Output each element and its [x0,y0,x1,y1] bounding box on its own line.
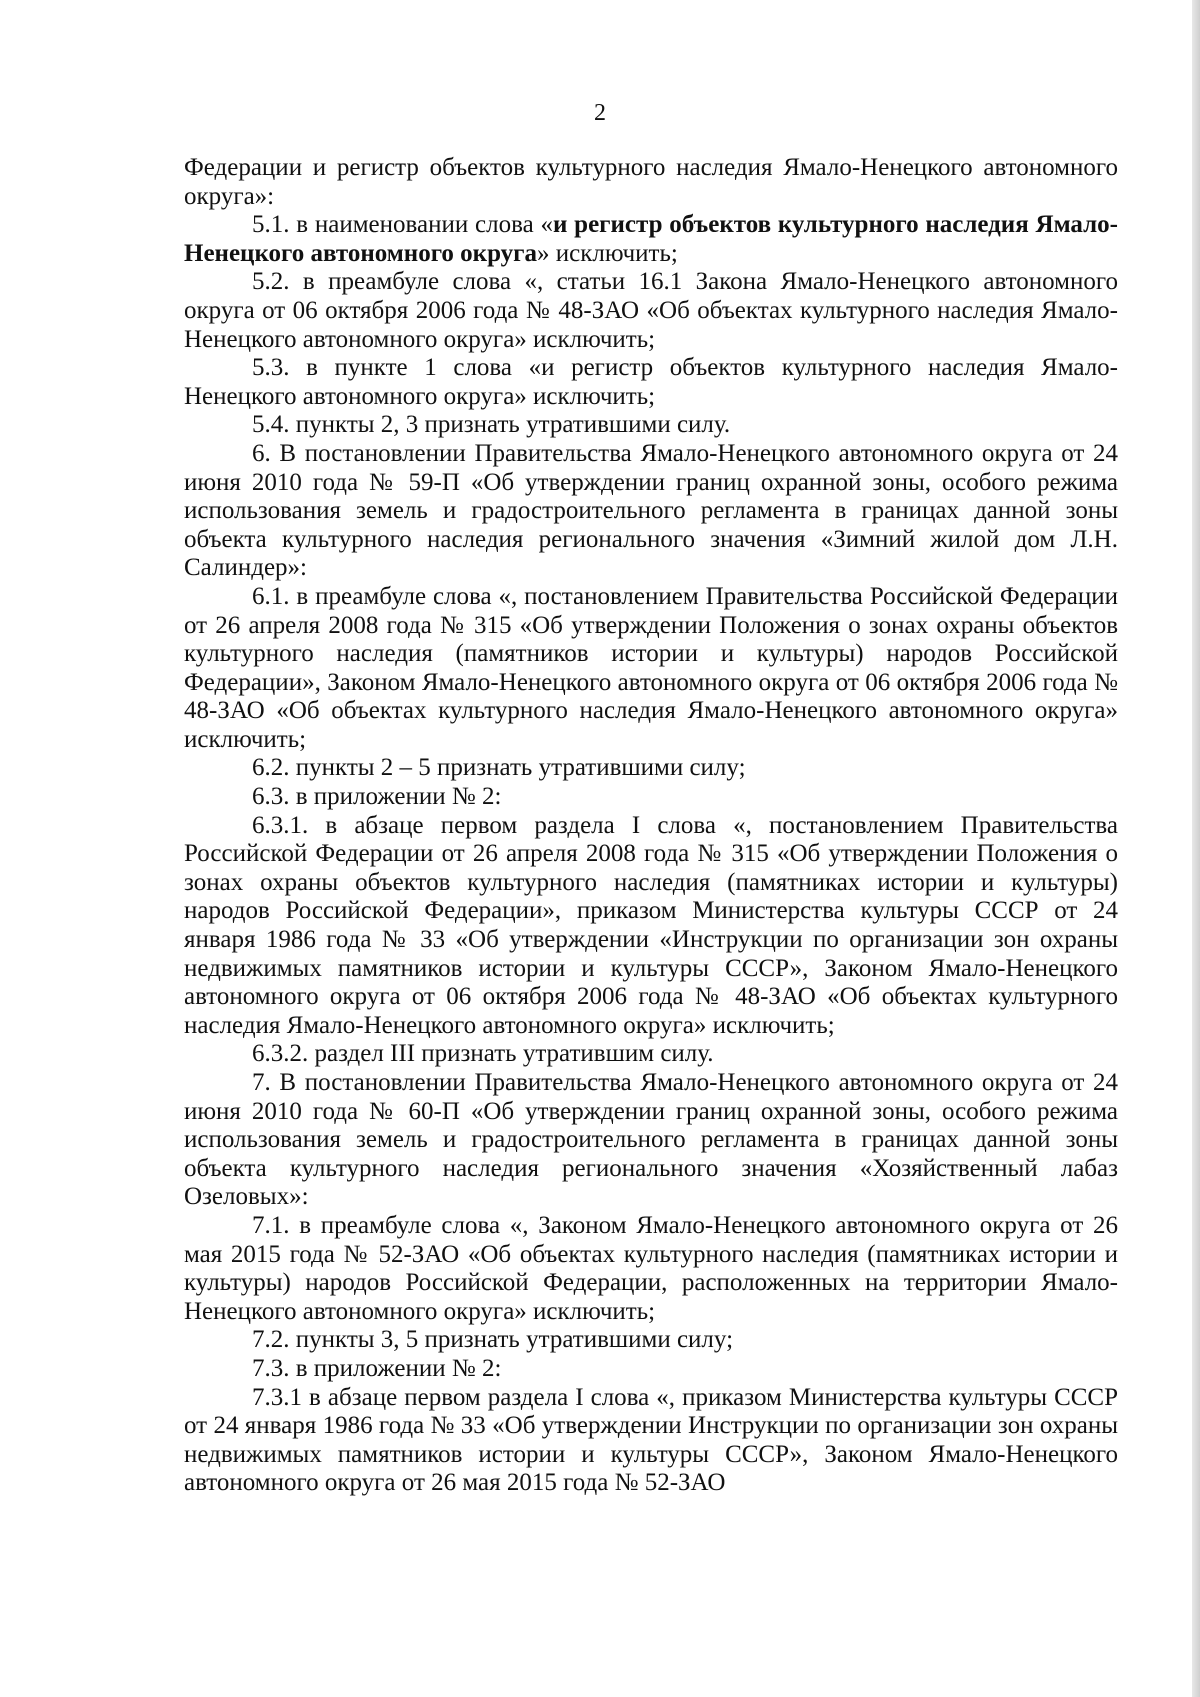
paragraph-6-3-1: 6.3.1. в абзаце первом раздела I слова «, постановлением Правительства Российской Федерации от 26 апреля 2008 года № 315 «Об утверждении Положения о зонах охраны объектов культурного наследия (памятниках истории и культуры) народов Российской Федерации», приказом Министерства культуры СССР от 24 января 1986 года № 33 «Об утверждении «Инструкции по организации зон охраны недвижимых памятников истории и культуры СССР», Законом Ямало-Ненецкого автономного округа от 06 октября 2006 года № 48-ЗАО «Об объектах культурного наследия Ямало-Ненецкого автономного округа» исключить; [184,811,1118,1039]
paragraph-5-2: 5.2. в преамбуле слова «, статьи 16.1 Закона Ямало-Ненецкого автономного округа от 06 октября 2006 года № 48-ЗАО «Об объектах культурного наследия Ямало-Ненецкого автономного округа» исключить; [184,268,1118,353]
paragraph-5-1-prefix: 5.1. в наименовании слова « [252,211,553,239]
paragraph-continuation: Федерации и регистр объектов культурного наследия Ямало-Ненецкого автономного округа»: [184,154,1118,210]
page-edge-shadow [1192,0,1200,1697]
paragraph-7-2: 7.2. пункты 3, 5 признать утратившими силу; [252,1326,734,1354]
paragraph-6-3: 6.3. в приложении № 2: [252,783,502,811]
paragraph-7-1: 7.1. в преамбуле слова «, Законом Ямало-Ненецкого автономного округа от 26 мая 2015 года № 52-ЗАО «Об объектах культурного наследия (памятниках истории и культуры) народов Российской Федерации, расположенных на территории Ямало-Ненецкого автономного округа» исключить; [184,1211,1118,1325]
paragraph-7-3: 7.3. в приложении № 2: [252,1354,502,1382]
paragraph-5-1-suffix: » исключить; [537,239,678,267]
paragraph-5-4: 5.4. пункты 2, 3 признать утратившими силу. [252,411,731,439]
paragraph-5-1 [184,211,1118,268]
document-body [184,154,1118,1498]
paragraph-7: 7. В постановлении Правительства Ямало-Ненецкого автономного округа от 24 июня 2010 года № 60-П «Об утверждении границ охранной зоны, особого режима использования земель и градостроительного регламента в границах данной зоны объекта культурного наследия регионального значения «Хозяйственный лабаз Озеловых»: [184,1069,1118,1211]
paragraph-6-1: 6.1. в преамбуле слова «, постановлением Правительства Российской Федерации от 26 апреля 2008 года № 315 «Об утверждении Положения о зонах охраны объектов культурного наследия (памятников истории и культуры) народов Российской Федерации», Законом Ямало-Ненецкого автономного округа от 06 октября 2006 года № 48-ЗАО «Об объектах культурного наследия Ямало-Ненецкого автономного округа» исключить; [184,582,1118,753]
paragraph-6-2: 6.2. пункты 2 – 5 признать утратившими силу; [252,754,746,782]
paragraph-7-3-1: 7.3.1 в абзаце первом раздела I слова «, приказом Министерства культуры СССР от 24 января 1986 года № 33 «Об утверждении Инструкции по организации зон охраны недвижимых памятников истории и культуры СССР», Законом Ямало-Ненецкого автономного округа от 26 мая 2015 года № 52-ЗАО [184,1383,1118,1497]
paragraph-5-1-bold: и регистр объектов культурного наследия Ямало-Ненецкого автономного округа [184,211,1119,267]
paragraph-5-3: 5.3. в пункте 1 слова «и регистр объектов культурного наследия Ямало-Ненецкого автономного округа» исключить; [184,354,1118,410]
page-number: 2 [594,100,606,126]
paragraph-6: 6. В постановлении Правительства Ямало-Ненецкого автономного округа от 24 июня 2010 года № 59-П «Об утверждении границ охранной зоны, особого режима использования земель и градостроительного регламента в границах данной зоны объекта культурного наследия регионального значения «Зимний жилой дом Л.Н. Салиндер»: [184,439,1118,582]
paragraph-6-3-2: 6.3.2. раздел III признать утратившим силу. [252,1040,714,1068]
